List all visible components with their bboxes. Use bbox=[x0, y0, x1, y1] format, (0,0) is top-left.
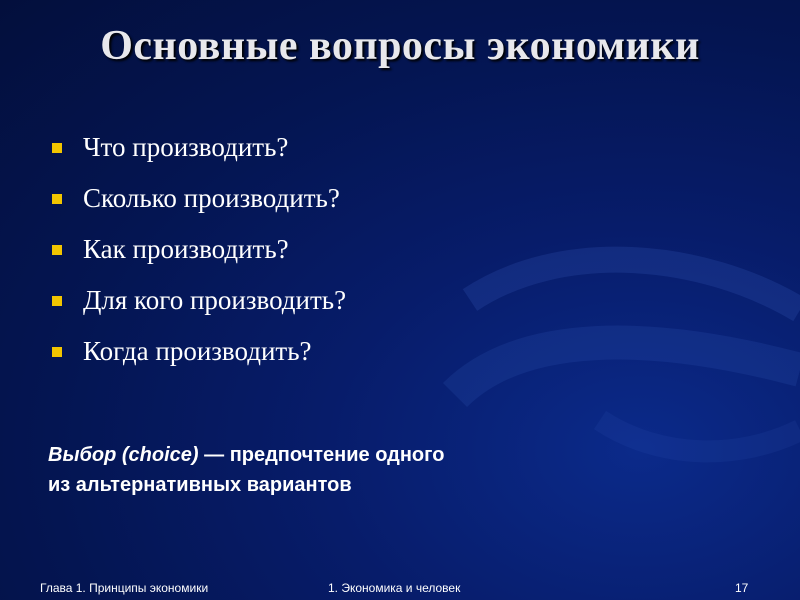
definition-term: Выбор (choice) bbox=[48, 444, 199, 466]
list-item-text: Как производить? bbox=[83, 234, 289, 264]
bullet-square-icon bbox=[52, 347, 62, 357]
list-item bbox=[52, 173, 346, 224]
list-item-text: Сколько производить? bbox=[83, 183, 340, 213]
bullet-square-icon bbox=[52, 194, 62, 204]
bullet-square-icon bbox=[52, 296, 62, 306]
definition-line-1 bbox=[48, 440, 628, 470]
slide-title: Основные вопросы экономики bbox=[100, 23, 700, 69]
footer-section: 1. Экономика и человек bbox=[328, 581, 461, 595]
definition-text bbox=[48, 440, 628, 500]
definition-line-1-text: — предпочтение одного bbox=[198, 444, 445, 466]
list-item-text: Для кого производить? bbox=[83, 285, 347, 315]
bullet-square-icon bbox=[52, 143, 62, 153]
list-item bbox=[52, 326, 346, 377]
list-item bbox=[52, 122, 346, 173]
footer-page-number: 17 bbox=[735, 581, 749, 595]
list-item bbox=[52, 224, 346, 275]
bullet-square-icon bbox=[52, 245, 62, 255]
question-list bbox=[52, 122, 346, 377]
footer-chapter: Глава 1. Принципы экономики bbox=[40, 581, 209, 595]
list-item-text: Что производить? bbox=[83, 132, 289, 162]
definition-line-2: из альтернативных вариантов bbox=[48, 474, 352, 496]
list-item bbox=[52, 275, 346, 326]
list-item-text: Когда производить? bbox=[83, 336, 312, 366]
